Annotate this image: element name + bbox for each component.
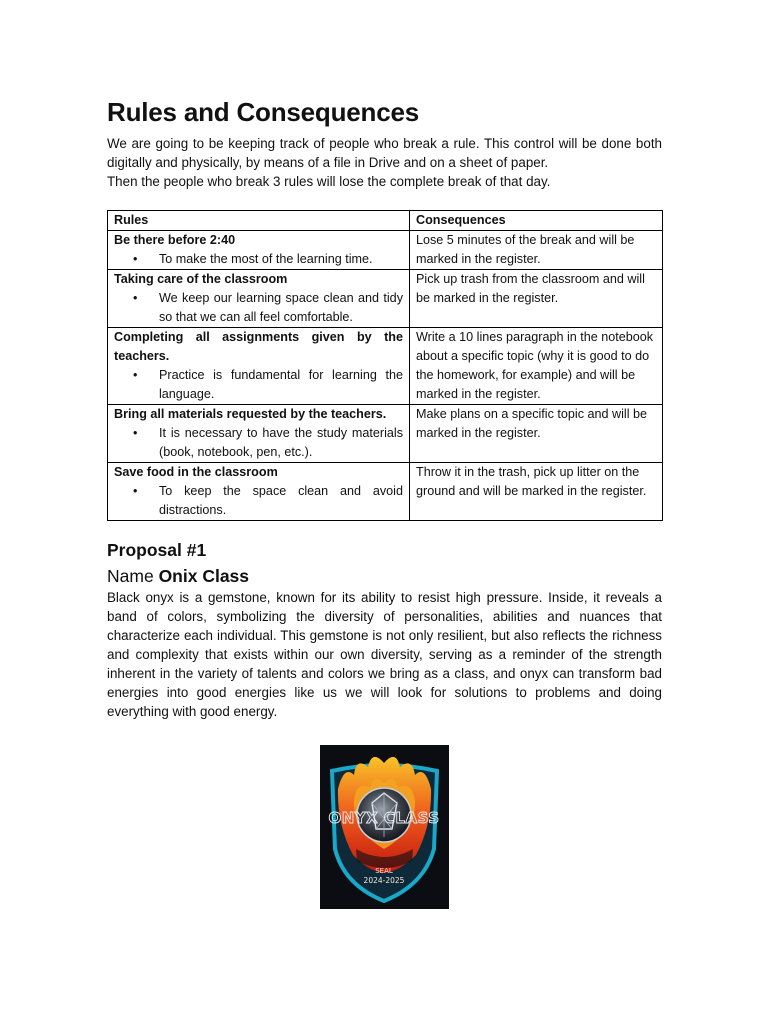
rule-title: Bring all materials requested by the teachers. xyxy=(114,407,387,421)
consequence-cell: Pick up trash from the classroom and will be marked in the register. xyxy=(410,270,663,328)
consequence-cell: Write a 10 lines paragraph in the notebook about a specific topic (why it is good to do the homework, for example) and will be marked in the register. xyxy=(410,328,663,405)
rule-cell xyxy=(108,405,410,463)
proposal-name-label: Name xyxy=(107,566,154,586)
table-row xyxy=(108,328,663,405)
rule-cell xyxy=(108,463,410,521)
onyx-class-logo xyxy=(320,745,449,909)
intro-text xyxy=(107,134,662,191)
header-consequences: Consequences xyxy=(410,211,663,231)
intro-paragraph-1: We are going to be keeping track of people who break a rule. This control will be done both digitally and physically, by means of a file in Drive and on a sheet of paper. xyxy=(107,136,662,170)
proposal-name xyxy=(107,564,662,588)
rule-cell xyxy=(108,270,410,328)
rule-bullet xyxy=(114,289,403,327)
rule-title: Save food in the classroom xyxy=(114,465,278,479)
rule-title: Taking care of the classroom xyxy=(114,272,288,286)
header-rules: Rules xyxy=(108,211,410,231)
rule-bullet-text: Practice is fundamental for learning the language. xyxy=(159,368,403,401)
bullet-icon: • xyxy=(133,368,138,382)
rule-bullet xyxy=(114,250,403,269)
logo-title-text: ONYX CLASS xyxy=(328,809,440,827)
document-page xyxy=(107,96,662,721)
table-row xyxy=(108,270,663,328)
rule-title: Be there before 2:40 xyxy=(114,233,236,247)
proposal-name-value: Onix Class xyxy=(158,566,250,586)
page-title: Rules and Consequences xyxy=(107,97,420,127)
rule-bullet-text: We keep our learning space clean and tidy so that we can all feel comfortable. xyxy=(159,291,403,324)
logo-seal-text: SEAL xyxy=(375,867,393,875)
rule-cell xyxy=(108,231,410,270)
rules-table-body xyxy=(108,231,663,521)
rule-bullet xyxy=(114,424,403,462)
table-row xyxy=(108,463,663,521)
rule-bullet-text: To make the most of the learning time. xyxy=(159,252,373,266)
rule-bullet-text: To keep the space clean and avoid distractions. xyxy=(159,484,403,517)
bullet-icon: • xyxy=(133,252,138,266)
table-row xyxy=(108,405,663,463)
proposal-description: Black onyx is a gemstone, known for its ability to resist high pressure. Inside, it reveals a band of colors, symbolizing the diversity of personalities, abilities and nuances that characterize each individual. This gemstone is not only resilient, but also reflects the richness and complexity that exists within our own diversity, serving as a reminder of the strength inherent in the variety of talents and colors we bring as a class, and onyx can transform bad energies into good energies like us we will look for solutions to problems and doing everything with good energy. xyxy=(107,590,662,719)
logo-emblem-icon xyxy=(320,745,449,909)
rule-title: Completing all assignments given by the teachers. xyxy=(114,330,403,363)
bullet-icon: • xyxy=(133,426,138,440)
bullet-icon: • xyxy=(133,484,138,498)
table-header-row xyxy=(108,211,663,231)
intro-paragraph-2: Then the people who break 3 rules will lose the complete break of that day. xyxy=(107,174,551,189)
rule-bullet-text: It is necessary to have the study materials (book, notebook, pen, etc.). xyxy=(159,426,403,459)
rule-bullet xyxy=(114,366,403,404)
rules-table xyxy=(107,210,663,521)
consequence-cell: Lose 5 minutes of the break and will be marked in the register. xyxy=(410,231,663,270)
rule-bullet xyxy=(114,482,403,520)
logo-year-text: 2024-2025 xyxy=(363,876,405,885)
bullet-icon: • xyxy=(133,291,138,305)
rule-cell xyxy=(108,328,410,405)
consequence-cell: Throw it in the trash, pick up litter on the ground and will be marked in the register. xyxy=(410,463,663,521)
table-row xyxy=(108,231,663,270)
consequence-cell: Make plans on a specific topic and will be marked in the register. xyxy=(410,405,663,463)
proposal-heading: Proposal #1 xyxy=(107,540,207,560)
